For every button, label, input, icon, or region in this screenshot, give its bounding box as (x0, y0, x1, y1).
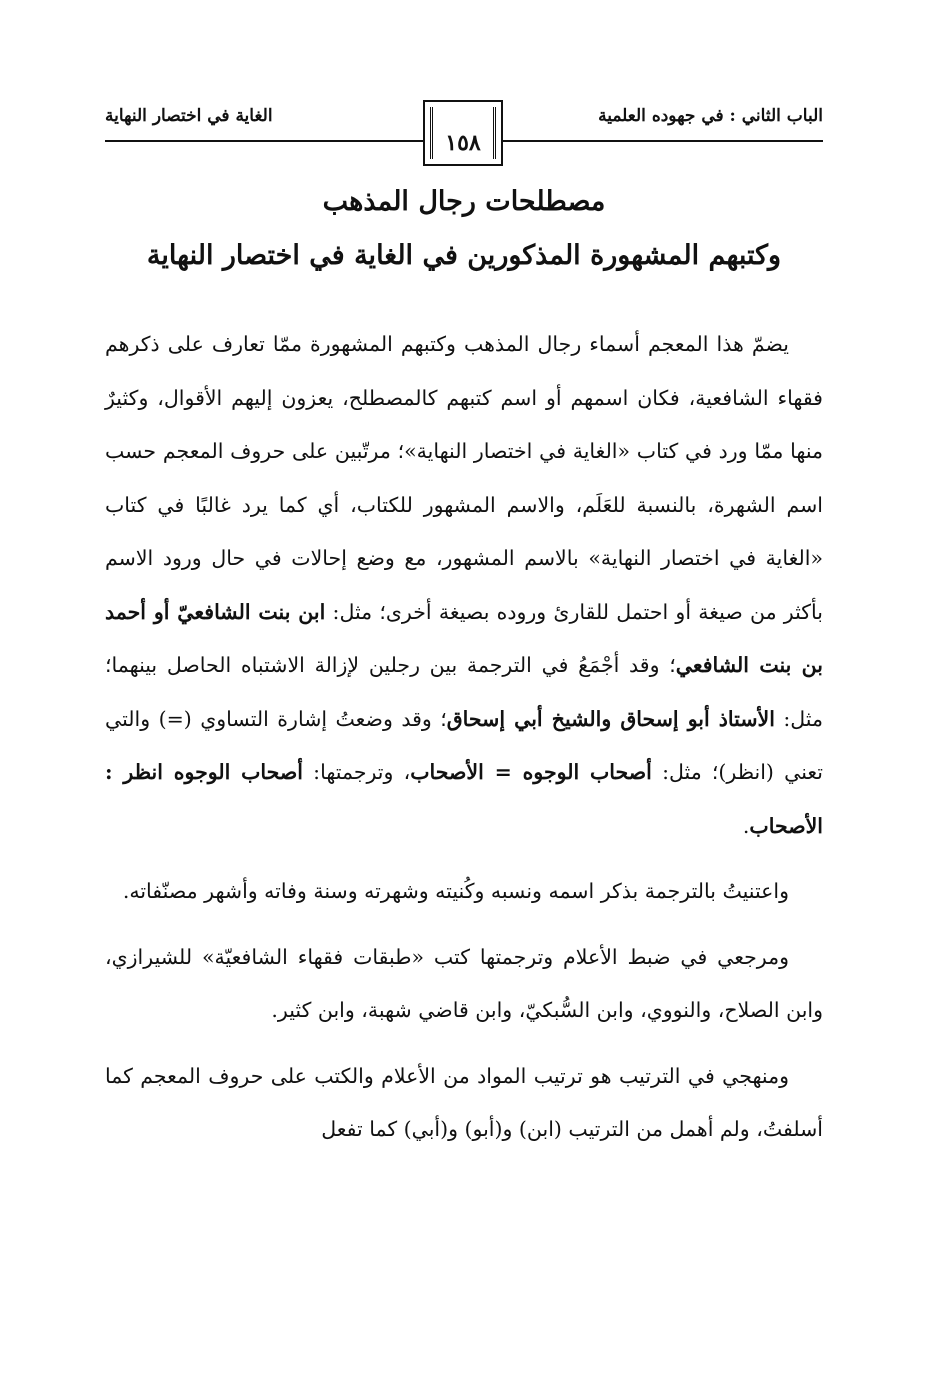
running-header (105, 98, 823, 178)
p1-bold-1: ابن بنت الشافعيّ أو أحمد بن بنت الشافعي (105, 599, 823, 677)
p1-text-4: ، وترجمتها: (302, 760, 411, 784)
body-text (105, 318, 823, 1169)
paragraph-1 (105, 318, 823, 853)
p1-bold-3: أصحاب الوجوه = الأصحاب (410, 760, 652, 784)
paragraph-3: ومرجعي في ضبط الأعلام وترجمتها كتب «طبقات فقهاء الشافعيّة» للشيرازي، وابن الصلاح، والنووي، وابن السُّبكيّ، وابن قاضي شهبة، وابن كثير. (105, 944, 823, 1022)
paragraph-2: واعتنيتُ بالترجمة بذكر اسمه ونسبه وكُنيته وشهرته وسنة وفاته وأشهر مصنّفاته. (122, 879, 789, 903)
chapter-title: الباب الثاني : في جهوده العلمية (598, 106, 823, 126)
p1-text-2: ؛ وقد أجْمَعُ في الترجمة بين رجلين لإزالة الاشتباه الحاصل بينهما؛ مثل: (105, 653, 823, 731)
page-number-frame (423, 100, 503, 166)
page-number: ١٥٨ (445, 130, 481, 156)
p1-text-5: . (742, 813, 750, 838)
p1-text-1: يضمّ هذا المعجم أسماء رجال المذهب وكتبهم المشهورة ممّا تعارف على ذكرهم فقهاء الشافعية، فكان اسمهم أو اسم كتبهم كالمصطلح، يعزون إليهم الأقوال، وكثيرٌ منها ممّا ورد في كتاب «الغاية في اختصار النهاية»؛ مرتّبين على حروف المعجم حسب اسم الشهرة، بالنسبة للعَلَم، والاسم المشهور للكتاب، أي كما يرد غالبًا في كتاب «الغاية في اختصار النهاية» بالاسم المشهور، مع وضع إحالات في حال ورود الاسم بأكثر من صيغة أو احتمل للقارئ وروده بصيغة أخرى؛ مثل: (105, 332, 824, 624)
p1-bold-2: الأستاذ أبو إسحاق والشيخ أبي إسحاق (446, 706, 775, 731)
p1-text-3: ؛ وقد وضعتُ إشارة التساوي (=) والتي تعني (انظر)؛ مثل: (105, 706, 823, 784)
paragraph-4: ومنهجي في الترتيب هو ترتيب المواد من الأعلام والكتب على حروف المعجم كما أسلفتُ، ولم أهمل من الترتيب (ابن) و(أبو) و(أبي) كما تفعل (105, 1063, 823, 1141)
book-title: الغاية في اختصار النهاية (105, 106, 273, 126)
p1-bold-4: أصحاب الوجوه انظر : الأصحاب (105, 760, 823, 838)
section-title-line-2: وكتبهم المشهورة المذكورين في الغاية في اختصار النهاية (146, 240, 782, 271)
section-title-line-1: مصطلحات رجال المذهب (322, 186, 606, 217)
